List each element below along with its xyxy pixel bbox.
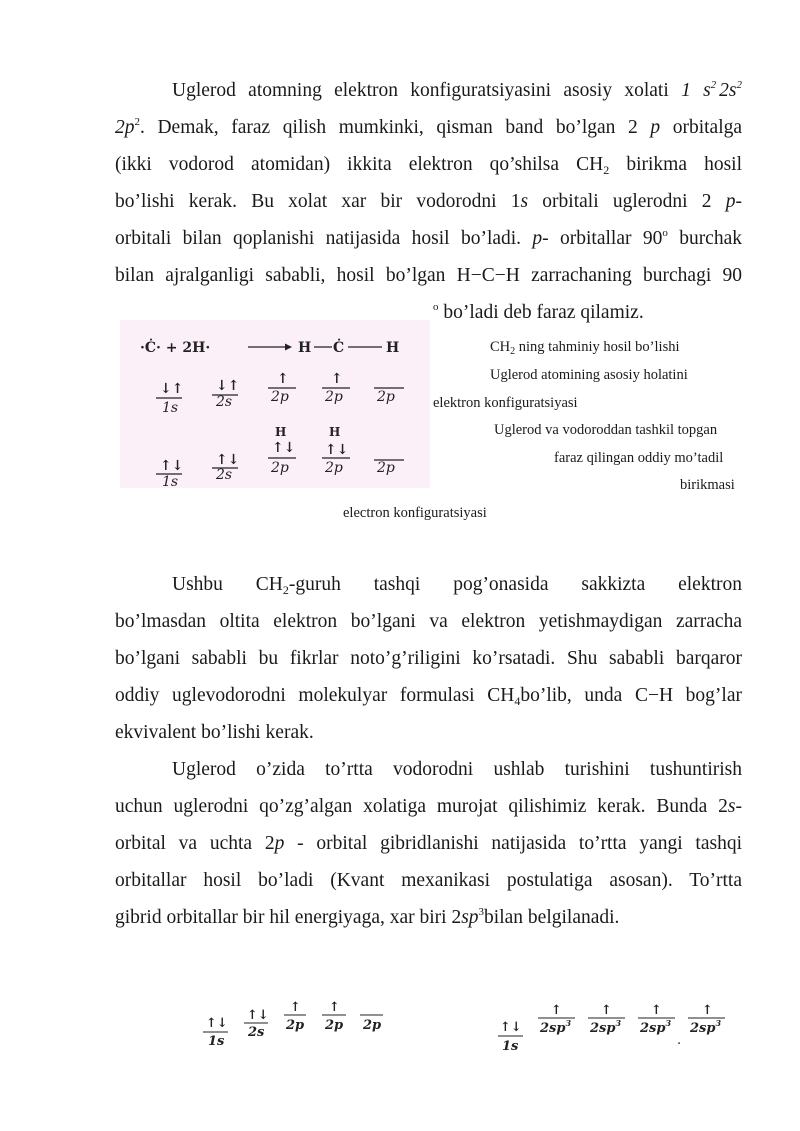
orbital-diagram-figure [120, 320, 430, 488]
row2-labels [162, 460, 395, 488]
para3-line2: uchun uglerodni qo’zg’algan xolatiga murojat qilishimiz kerak. Bunda 2s- [115, 796, 742, 817]
svg-text:↑↓: ↑↓ [247, 1008, 269, 1023]
row1-arrows [160, 371, 343, 397]
para3-line4: orbitallar hosil bo’ladi (Kvant mexanikasi postulatiga asosan). To’rtta [115, 870, 742, 891]
svg-text:↑↓: ↑↓ [216, 452, 240, 468]
reaction-arrow-head [285, 344, 292, 351]
caption-simple-neutral: faraz qilingan oddiy mo’tadil [554, 450, 724, 466]
hybrid-state-arrows [500, 1003, 713, 1035]
svg-text:2sp3: $2sp^3$ [590, 1018, 622, 1036]
svg-text:2p: 2p [325, 1018, 344, 1033]
svg-text:↑↓: ↑↓ [500, 1020, 522, 1035]
svg-text:2p: 2p [363, 1018, 382, 1033]
para2-line4: oddiy uglevodorodni molekulyar formulasi $CH_4bo’lib$, unda C−H bog’lar [115, 685, 742, 708]
svg-text:2sp3: $2sp^3$ [640, 1018, 672, 1036]
excited-state-arrows [206, 1000, 340, 1031]
svg-text:2p: 2p [271, 460, 289, 476]
svg-text:↑: ↑ [601, 1003, 612, 1018]
svg-text:1s: 1s [162, 474, 179, 488]
equation-c: Ċ [333, 340, 345, 356]
svg-text:1s: 1s [162, 400, 179, 416]
svg-text:↑↓: ↑↓ [160, 458, 184, 474]
caption-hypothetical-compound: Uglerod va vodoroddan tashkil topgan [494, 422, 718, 438]
svg-text:↑: ↑ [277, 371, 289, 387]
svg-text:1s: 1s [502, 1039, 519, 1054]
paragraph-3 [115, 751, 742, 936]
orbital-diagram-svg [120, 320, 430, 488]
svg-text:2p: 2p [286, 1018, 305, 1033]
excited-state-lines [203, 1015, 383, 1032]
svg-text:↑↓: ↑↓ [325, 442, 349, 458]
svg-text:2sp3: $2sp^3$ [540, 1018, 572, 1036]
hybrid-state-labels [502, 1018, 721, 1054]
caption-electron-configuration-2: electron konfiguratsiyasi [343, 505, 487, 521]
equation-h1: H [298, 340, 312, 356]
para2-line1: Ushbu $CH_2$-guruh tashqi pog’onasida sakkizta elektron [172, 574, 742, 597]
svg-text:2s: 2s [216, 467, 233, 483]
svg-text:2p: 2p [325, 460, 343, 476]
svg-text:↑↓: ↑↓ [272, 440, 296, 456]
svg-text:2p: 2p [271, 389, 289, 405]
para1-line3: (ikki vodorod atomidan) ikkita elektron qo’shilsa $CH_2$ birikma hosil [115, 154, 742, 177]
svg-text:H: H [275, 425, 287, 439]
svg-text:2s: 2s [216, 394, 233, 410]
para1-line1: Uglerod atomning elektron konfiguratsiyasini asosiy xolati 1 $s^2$ $2s^2$ [172, 79, 743, 101]
svg-text:2p: 2p [377, 460, 395, 476]
caption-compound: birikmasi [680, 477, 735, 493]
para3-line3: orbital va uchta 2p - orbital gibridlanishi natijasida to’rtta yangi tashqi [115, 833, 742, 854]
svg-text:↑↓: ↑↓ [206, 1016, 228, 1031]
svg-text:↑: ↑ [551, 1003, 562, 1018]
para2-line5: ekvivalent bo’lishi kerak. [115, 722, 314, 743]
row1-labels [162, 389, 395, 416]
para1-line4: bo’lishi kerak. Bu xolat xar bir vodorodni 1s orbitali uglerodni 2 p- [115, 191, 742, 212]
para2-line2: bo’lmasdan oltita elektron bo’lgani va elektron yetishmaydigan zarracha [115, 611, 742, 632]
caption-ch2-formation: $CH_2$ ning tahminiy hosil bo’lishi [490, 339, 680, 357]
caption-ground-state: Uglerod atomining asosiy holatini [490, 367, 688, 383]
svg-text:↑: ↑ [651, 1003, 662, 1018]
paragraph-2 [115, 566, 742, 751]
svg-text:↑: ↑ [702, 1003, 713, 1018]
svg-text:H: H [329, 425, 341, 439]
equation-h2: H [386, 340, 400, 356]
paragraph-1 [115, 72, 742, 331]
para1-line6: bilan ajralganligi sababli, hosil bo’lgan H−C−H zarrachaning burchagi 90 [115, 265, 742, 286]
svg-text:↑: ↑ [329, 1000, 340, 1015]
svg-text:↑: ↑ [331, 371, 343, 387]
para1-line2: $2p^2$. Demak, faraz qilish mumkinki, qisman band bo’lgan 2 p orbitalga [115, 116, 743, 138]
svg-text:2s: 2s [248, 1025, 265, 1040]
hybrid-state-lines [498, 1018, 725, 1036]
svg-text:↓↑: ↓↑ [216, 378, 240, 394]
row2-h-labels [275, 425, 340, 439]
para3-line5: gibrid orbitallar bir hil energiyaga, xar biri $2sp^3bilan$ belgilanadi. [115, 906, 620, 928]
equation-left: ·Ċ· + 2H· [140, 340, 211, 356]
para3-line1: Uglerod o’zida to’rtta vodorodni ushlab turishini tushuntirish [172, 759, 742, 780]
para1-line5: orbitali bilan qoplanishi natijasida hosil bo’ladi. p- orbitallar 90$^o$ burchak [115, 227, 742, 249]
row2-arrows [160, 440, 348, 474]
svg-text:2p: 2p [325, 389, 343, 405]
svg-text:↓↑: ↓↑ [160, 381, 184, 397]
svg-text:2p: 2p [377, 389, 395, 405]
para2-line3: bo’lgani sababli bu fikrlar noto’g’riligini ko’rsatadi. Shu sababli barqaror [115, 648, 742, 669]
svg-text:2sp3: $2sp^3$ [690, 1018, 722, 1036]
trailing-dot: . [677, 1033, 682, 1048]
svg-text:↑: ↑ [290, 1000, 301, 1015]
svg-text:1s: 1s [208, 1034, 225, 1049]
excited-state-labels [208, 1018, 381, 1049]
para1-line7: $^o$ bo’ladi deb faraz qilamiz. [433, 301, 644, 323]
caption-electron-configuration: elektron konfiguratsiyasi [433, 395, 578, 411]
